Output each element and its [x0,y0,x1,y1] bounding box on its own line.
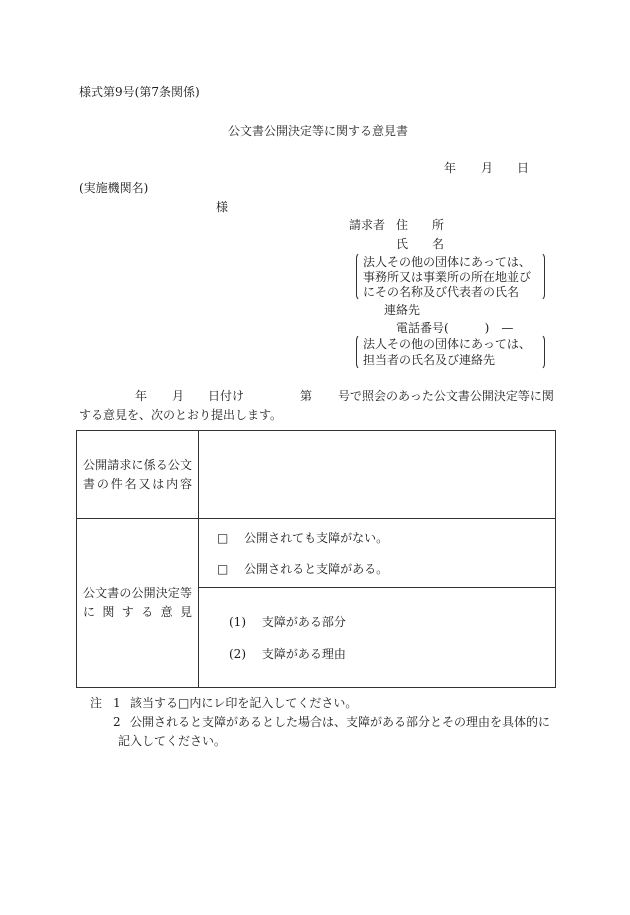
sub-item-1 [229,616,346,628]
corp-note-line-2: 事務所又は事業所の所在地並び [363,270,532,284]
sub-item-1-num: (1) [229,615,246,629]
opinion-value-cell [199,519,556,688]
checkbox-has-issue[interactable]: □ [217,562,229,576]
note-2-cont: 記入してください。 [118,734,227,748]
sub-item-2 [229,648,346,660]
date-day-label: 日 [517,161,530,175]
body-month-label: 月 [172,389,185,403]
contact-label: 連絡先 [384,303,421,317]
body-year-label: 年 [135,389,148,403]
corp-note-line-1: 法人その他の団体にあっては、 [363,255,531,269]
table-row-opinion [77,519,556,688]
body-dated-label: 日付け [208,389,245,403]
sub-item-1-label: 支障がある部分 [261,615,346,629]
note-2-text: 公開されると支障があるとした場合は、支障がある部分とその理由を具体的に [130,715,551,729]
sub-item-2-label: 支障がある理由 [261,647,346,661]
opinion-label-line-1: 公文書の公開決定等 [83,586,192,600]
notes-prefix: 注 [90,696,103,710]
option-has-issue-label: 公開されると支障がある。 [244,562,389,576]
checkbox-no-issue[interactable]: □ [217,531,229,545]
requester-address-label: 住 所 [396,218,445,232]
option-no-issue-label: 公開されても支障がない。 [244,531,389,545]
body-line1-rest: 号で照会のあった公文書公開決定等に関 [338,389,554,403]
note-1-text: 該当する□内にレ印を記入してください。 [130,696,358,710]
opinion-label-line-2: に関する意見 [83,605,192,619]
contact-note-line-2: 担当者の氏名及び連絡先 [363,353,496,367]
subject-label-line-2: 書の件名又は内容 [83,476,192,491]
addressee-honorific: 様 [216,200,229,214]
body-no-prefix: 第 [300,389,313,403]
addressee-org-label: (実施機関名) [79,181,149,195]
table-row-subject [77,431,556,519]
opinion-table [76,430,556,688]
opinion-divider [199,587,555,588]
date-year-label: 年 [444,161,457,175]
phone-label: 電話番号( ) — [396,321,514,335]
subject-label-cell [77,431,199,519]
contact-note-line-1: 法人その他の団体にあっては、 [363,337,531,351]
date-month-label: 月 [481,161,494,175]
requester-name-label: 氏 名 [396,237,445,251]
corp-note-line-3: にその名称及び代表者の氏名 [363,285,520,299]
requester-role-label: 請求者 [349,218,386,232]
note-2-num: 2 [113,715,121,729]
option-no-issue[interactable] [217,532,388,544]
note-1-num: 1 [113,696,121,710]
option-has-issue[interactable] [217,563,388,575]
sub-item-2-num: (2) [229,647,246,661]
opinion-label-cell [77,519,199,688]
subject-label-line-1: 公開請求に係る公文 [83,457,192,472]
form-number: 様式第9号(第7条関係) [79,85,200,99]
subject-value-cell[interactable] [199,431,556,519]
page-title: 公文書公開決定等に関する意見書 [228,124,409,138]
body-line2: する意見を、次のとおり提出します。 [79,408,283,422]
